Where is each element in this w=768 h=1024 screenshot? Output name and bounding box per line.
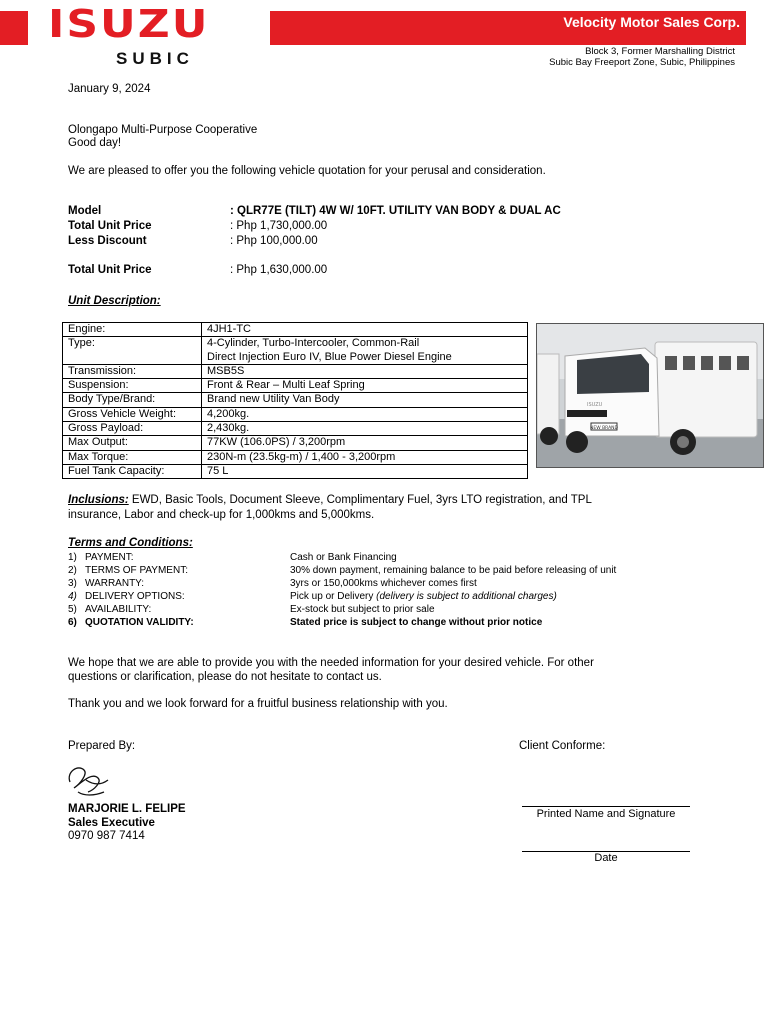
term-value: Cash or Bank Financing: [290, 552, 397, 563]
discount-value: : Php 100,000.00: [230, 235, 318, 247]
intro-text: We are pleased to offer you the following vehicle quotation for your perusal and consideration.: [68, 165, 546, 177]
signatory-title: Sales Executive: [68, 817, 155, 829]
term-number: 5): [68, 604, 77, 615]
spec-value-line: Direct Injection Euro IV, Blue Power Diesel Engine: [207, 350, 452, 363]
discount-label: Less Discount: [68, 235, 147, 247]
term-value-text: Pick up or Delivery: [290, 591, 377, 602]
spec-value: Front & Rear – Multi Leaf Spring: [202, 379, 528, 393]
term-number: 6): [68, 617, 77, 628]
term-label: AVAILABILITY:: [85, 604, 152, 615]
spec-table: [62, 322, 528, 479]
spec-row: [63, 464, 528, 478]
terms-heading: Terms and Conditions:: [68, 537, 193, 549]
spec-key: Max Output:: [63, 436, 202, 450]
spec-value-line: 4-Cylinder, Turbo-Intercooler, Common-Rail: [207, 337, 420, 350]
spec-key: Max Torque:: [63, 450, 202, 464]
term-number: 3): [68, 578, 77, 589]
client-conforme-label: Client Conforme:: [519, 740, 606, 752]
thanks-text: Thank you and we look forward for a fruitful business relationship with you.: [68, 698, 448, 710]
handwritten-signature: [64, 762, 112, 802]
spec-row: [63, 337, 528, 365]
company-name: Velocity Motor Sales Corp.: [563, 14, 740, 30]
spec-key: Gross Vehicle Weight:: [63, 407, 202, 421]
signatory-phone: 0970 987 7414: [68, 830, 145, 842]
van-photo: [536, 323, 764, 468]
header-accent-left: [0, 11, 28, 45]
spec-value: MSB5S: [202, 364, 528, 378]
term-value-note: (delivery is subject to additional charges): [376, 591, 557, 602]
spec-value: 4JH1-TC: [202, 323, 528, 337]
spec-row: [63, 323, 528, 337]
utility-van-illustration: [537, 324, 763, 467]
spec-key: Type:: [63, 337, 202, 365]
spec-row: [63, 379, 528, 393]
model-value: : QLR77E (TILT) 4W W/ 10FT. UTILITY VAN BODY & DUAL AC: [230, 205, 561, 217]
spec-row: [63, 422, 528, 436]
letter-date: January 9, 2024: [68, 83, 151, 95]
isuzu-logo: ISUZU: [48, 2, 210, 47]
spec-value: 75 L: [202, 464, 528, 478]
unit-description-heading: Unit Description:: [68, 295, 161, 307]
closing-line-1: We hope that we are able to provide you with the needed information for your desired vehicle. For other: [68, 657, 594, 669]
term-value: [290, 591, 557, 602]
inclusions-line-1: [68, 494, 592, 506]
plate-text: NEW BRAND: [589, 426, 619, 431]
spec-value: 77KW (106.0PS) / 3,200rpm: [202, 436, 528, 450]
address-line-2: Subic Bay Freeport Zone, Subic, Philippines: [549, 57, 735, 68]
closing-line-2: questions or clarification, please do not hesitate to contact us.: [68, 671, 382, 683]
term-number: 2): [68, 565, 77, 576]
model-label: Model: [68, 205, 102, 217]
spec-key: Transmission:: [63, 364, 202, 378]
unit-price-value: : Php 1,730,000.00: [230, 220, 328, 232]
term-label: DELIVERY OPTIONS:: [85, 591, 185, 602]
spec-key: Gross Payload:: [63, 422, 202, 436]
term-label: QUOTATION VALIDITY:: [85, 617, 194, 628]
spec-row: [63, 407, 528, 421]
prepared-by-label: Prepared By:: [68, 740, 136, 752]
term-value: 3yrs or 150,000kms whichever comes first: [290, 578, 477, 589]
spec-key: Body Type/Brand:: [63, 393, 202, 407]
term-value: 30% down payment, remaining balance to be paid before releasing of unit: [290, 565, 617, 576]
spec-value: 230N-m (23.5kg-m) / 1,400 - 3,200rpm: [202, 450, 528, 464]
spec-value: 4,200kg.: [202, 407, 528, 421]
term-label: PAYMENT:: [85, 552, 134, 563]
spec-row: [63, 450, 528, 464]
recipient: Olongapo Multi-Purpose Cooperative: [68, 124, 258, 136]
total-price-value: : Php 1,630,000.00: [230, 264, 328, 276]
spec-key: Fuel Tank Capacity:: [63, 464, 202, 478]
spec-row: [63, 364, 528, 378]
total-price-label: Total Unit Price: [68, 264, 152, 276]
term-number: 1): [68, 552, 77, 563]
signature-line: [522, 806, 690, 807]
spec-value: 2,430kg.: [202, 422, 528, 436]
inclusions-label: Inclusions:: [68, 494, 129, 506]
inclusions-text: EWD, Basic Tools, Document Sleeve, Complimentary Fuel, 3yrs LTO registration, and TPL: [128, 494, 592, 506]
term-value: Ex-stock but subject to prior sale: [290, 604, 435, 615]
term-number: 4): [68, 591, 77, 602]
printed-name-label: Printed Name and Signature: [536, 808, 676, 820]
term-value: Stated price is subject to change without prior notice: [290, 617, 543, 628]
unit-price-label: Total Unit Price: [68, 220, 152, 232]
signatory-name: MARJORIE L. FELIPE: [68, 803, 186, 815]
term-label: TERMS OF PAYMENT:: [85, 565, 188, 576]
date-label: Date: [594, 852, 618, 864]
inclusions-line-2: insurance, Labor and check-up for 1,000kms and 5,000kms.: [68, 509, 375, 521]
spec-key: Suspension:: [63, 379, 202, 393]
spec-value: Brand new Utility Van Body: [202, 393, 528, 407]
term-label: WARRANTY:: [85, 578, 145, 589]
spec-row: [63, 436, 528, 450]
subic-logo-text: SUBIC: [116, 49, 194, 68]
spec-value: [202, 337, 528, 365]
spec-row: [63, 393, 528, 407]
spec-key: Engine:: [63, 323, 202, 337]
greeting: Good day!: [68, 137, 122, 149]
address-line-1: Block 3, Former Marshalling District: [585, 46, 735, 57]
van-logo-text: ISUZU: [587, 402, 603, 408]
